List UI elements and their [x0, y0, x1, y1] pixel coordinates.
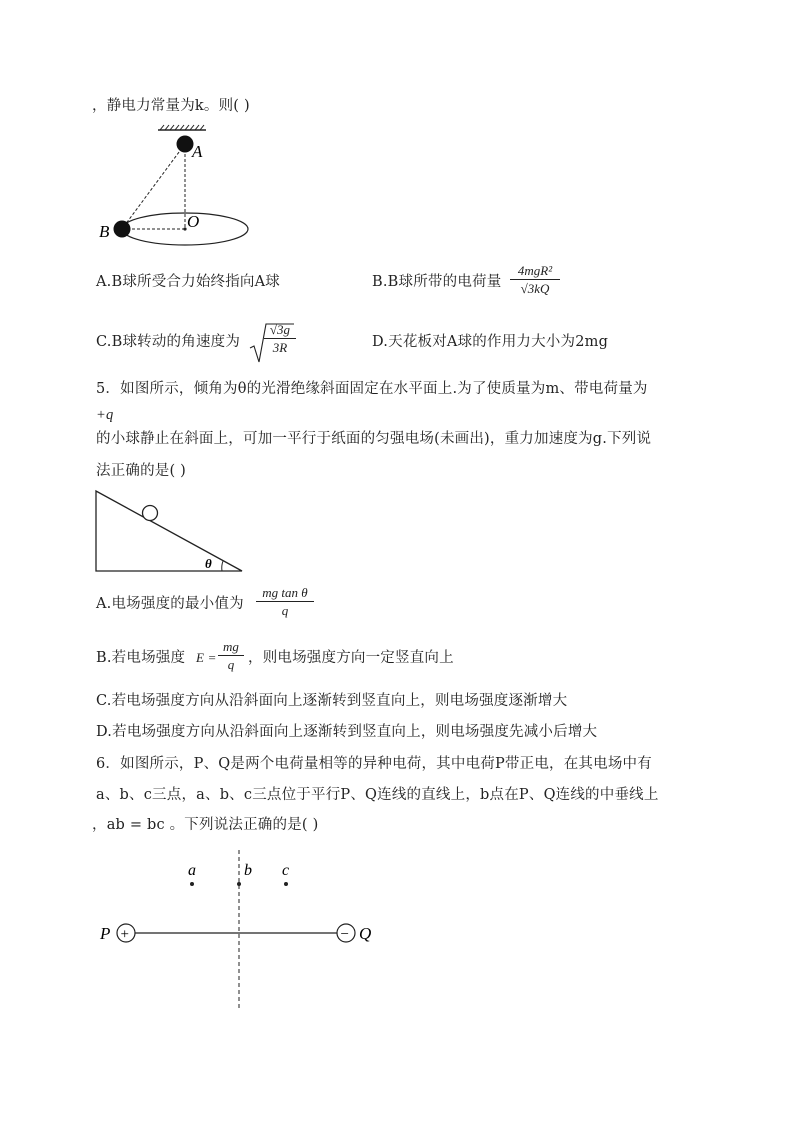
- q5-option-b-post: ，则电场强度方向一定竖直向上: [248, 650, 454, 666]
- q6-charges-figure: [0, 0, 400, 1020]
- label-a-point: a: [188, 862, 196, 879]
- q5-option-a-denominator: q: [281, 603, 289, 618]
- q4-option-c-numerator: √3g: [269, 322, 291, 337]
- point-b: [237, 882, 241, 886]
- q4-option-b-numerator: 4mgR²: [517, 263, 553, 278]
- q4-option-b-fraction: [510, 263, 560, 296]
- q5-stem-line-3: 的小球静止在斜面上，可加一平行于纸面的匀强电场(未画出)，重力加速度为g.下列说: [96, 431, 652, 447]
- label-o: O: [187, 212, 200, 231]
- q4-option-a: A.B球所受合力始终指向A球: [96, 274, 281, 290]
- q5-stem-line-1: 5．如图所示，倾角为θ的光滑绝缘斜面固定在水平面上.为了使质量为m、带电荷量为: [96, 381, 648, 397]
- q5-option-a-numerator: mg tan θ: [262, 585, 308, 600]
- q4-option-b-text: B.B球所带的电荷量: [372, 274, 502, 290]
- q4-option-c-text: C.B球转动的角速度为: [96, 334, 241, 350]
- label-p: P: [100, 924, 111, 943]
- q4-intro-line: ，静电力常量为k。则( ): [92, 98, 250, 114]
- q6-stem-line-1: 6．如图所示，P、Q是两个电荷量相等的异种电荷，其中电荷P带正电，在其电场中有: [96, 756, 652, 772]
- q4-option-c-denominator: 3R: [272, 340, 288, 355]
- q5-stem-line-2: +q: [96, 407, 114, 423]
- q5-option-b-eq: E =: [196, 650, 217, 665]
- q5-option-a-text: A.电场强度的最小值为: [96, 596, 244, 612]
- q5-option-b-denominator: q: [227, 657, 235, 672]
- point-a: [190, 882, 194, 886]
- q4-option-b-denominator: √3kQ: [520, 281, 550, 296]
- q5-option-b-numerator: mg: [223, 639, 239, 654]
- label-c-point: c: [282, 862, 290, 879]
- angle-theta-label: θ: [205, 556, 212, 571]
- q4-option-d: D.天花板对A球的作用力大小为2mg: [372, 334, 609, 350]
- plus-sign: +: [120, 926, 129, 943]
- point-c: [284, 882, 288, 886]
- label-b-point: b: [244, 862, 252, 879]
- minus-sign: −: [340, 926, 349, 943]
- q5-option-d: D.若电场强度方向从沿斜面向上逐渐转到竖直向上，则电场强度先减小后增大: [96, 724, 598, 740]
- q5-stem-line-4: 法正确的是( ): [96, 463, 187, 479]
- q6-stem-line-2: a、b、c三点，a、b、c三点位于平行P、Q连线的直线上，b点在P、Q连线的中垂线上: [96, 787, 659, 803]
- q5-option-b-pre: B.若电场强度: [96, 650, 186, 666]
- label-b: B: [99, 222, 110, 241]
- label-a: A: [192, 142, 203, 161]
- q5-option-c: C.若电场强度方向从沿斜面向上逐渐转到竖直向上，则电场强度逐渐增大: [96, 693, 568, 709]
- q6-stem-line-3: ，ab = bc 。下列说法正确的是( ): [92, 817, 319, 833]
- label-q: Q: [359, 924, 372, 943]
